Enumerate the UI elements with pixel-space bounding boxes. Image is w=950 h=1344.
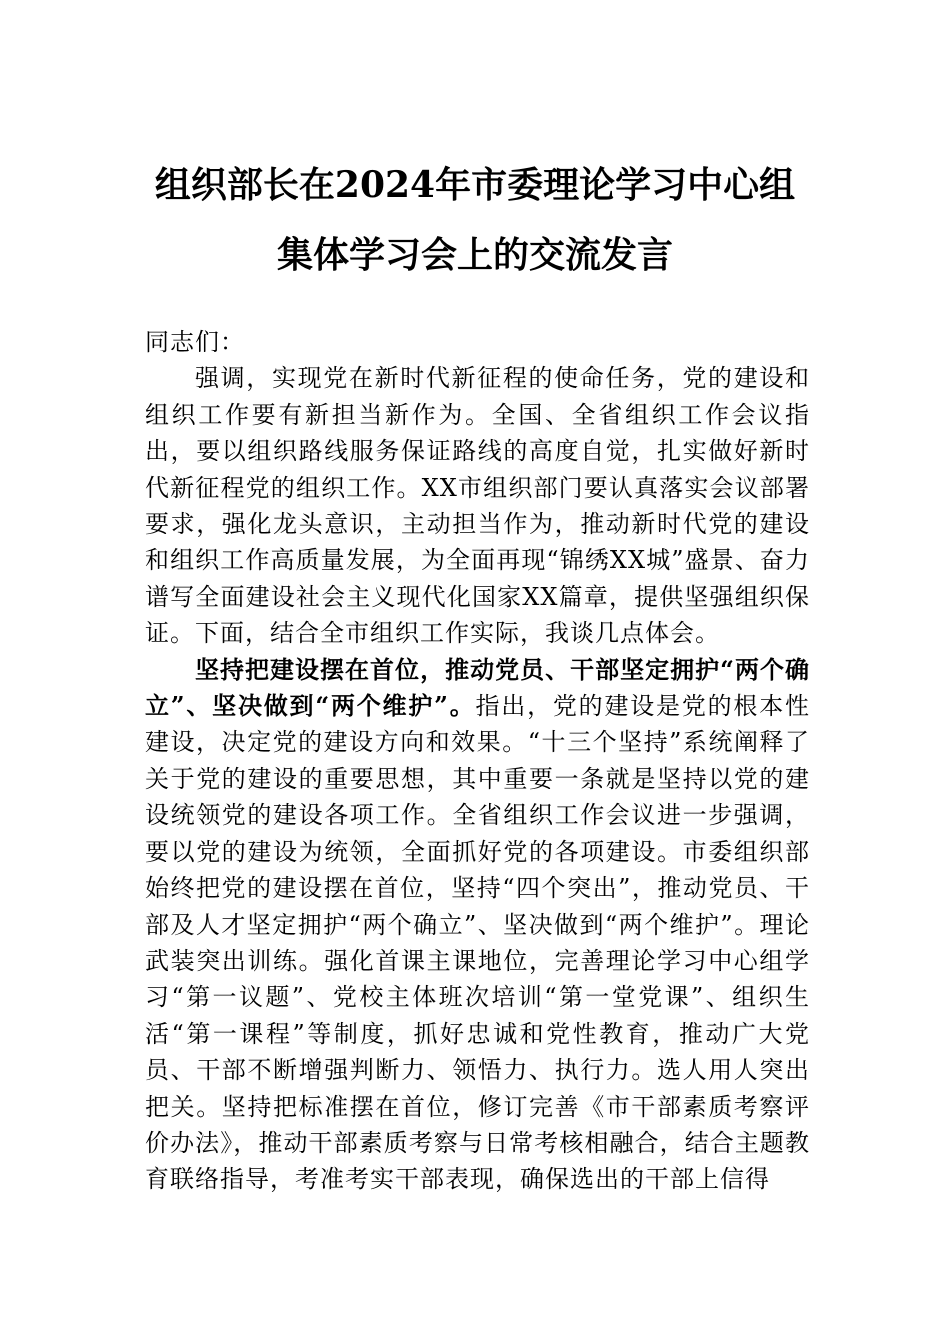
document-body <box>145 324 810 1198</box>
document-title: 组织部长在2024年市委理论学习中心组集体学习会上的交流发言 <box>154 164 796 276</box>
paragraph-section-1 <box>145 652 810 1198</box>
salutation: 同志们： <box>145 328 245 356</box>
paragraph-intro: 强调，实现党在新时代新征程的使命任务，党的建设和组织工作要有新担当新作为。全国、全省组织工作会议指出，要以组织路线服务保证路线的高度自觉，扎实做好新时代新征程党的组织工作。XX市组织部门要认真落实会议部署要求，强化龙头意识，主动担当作为，推动新时代党的建设和组织工作高质量发展，为全面再现“锦绣XX城”盛景、奋力谱写全面建设社会主义现代化国家XX篇章，提供坚强组织保证。下面，结合全市组织工作实际，我谈几点体会。 <box>145 364 810 648</box>
section-1-body: 指出，党的建设是党的根本性建设，决定党的建设方向和效果。“十三个坚持”系统阐释了关于党的建设的重要思想，其中重要一条就是坚持以党的建设统领党的建设各项工作。全省组织工作会议进一步强调，要以党的建设为统领，全面抓好党的各项建设。市委组织部始终把党的建设摆在首位，坚持“四个突出”，推动党员、干部及人才坚定拥护“两个确立”、坚决做到“两个维护”。理论武装突出训练。强化首课主课地位，完善理论学习中心组学习“第一议题”、党校主体班次培训“第一堂党课”、组织生活“第一课程”等制度，抓好忠诚和党性教育，推动广大党员、干部不断增强判断力、领悟力、执行力。选人用人突出把关。坚持把标准摆在首位，修订完善《市干部素质考察评价办法》，推动干部素质考察与日常考核相融合，结合主题教育联络指导，考准考实干部表现，确保选出的干部上信得 <box>145 692 810 1194</box>
section-1-heading: 坚持把建设摆在首位，推动党员、干部坚定拥护“两个确立”、坚决做到“两个维护”。 <box>145 654 810 721</box>
